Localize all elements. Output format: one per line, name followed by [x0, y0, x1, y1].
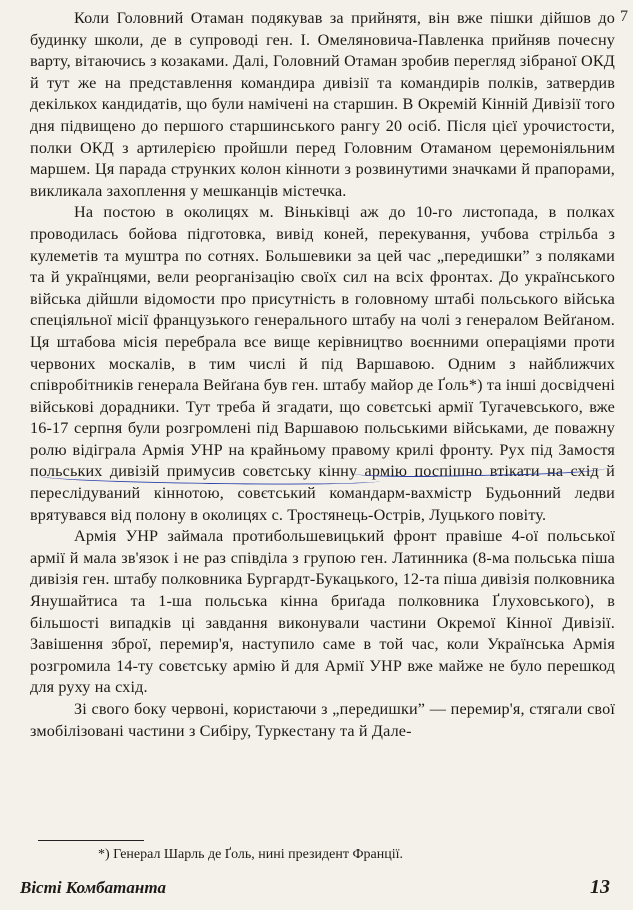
corner-mark: 7	[620, 8, 628, 25]
page-number: 13	[590, 876, 610, 898]
footnote-rule	[38, 840, 144, 841]
paragraph-1: Коли Головний Отаман подякував за прийнятя, він вже пішки дійшов до будинку школи, де в супроводі ген. І. Омеляновича-Павленка прийняв почесну варту, вітаючись з козаками. Далі, Головний Отаман зробив перегляд зібраної ОКД й тут же на представлення командира дивізії та командирів полків, затвердив декількох кандидатів, що були намічені на старшин. В Окремій Кінній Дивізії того дня підвищено до першого старшинського рангу 20 осіб. Після цієї урочистости, полки ОКД з артилерією пройшли перед Головним Отаманом церемоніяльним маршем. Ця парада струнких колон кінноти з розвинутими значками й прапорами, викликала захоплення у мешканців містечка.	[30, 9, 615, 200]
paragraph-4: Зі свого боку червоні, користаючи з „передишки” — перемир'я, стягали свої змобілізовані частини з Сибіру, Туркестану та й Дале-	[30, 700, 615, 740]
footer-title: Вісті Комбатанта	[20, 878, 167, 897]
document-page	[20, 8, 628, 908]
footnote: *) Генерал Шарль де Ґоль, нині президент Франції.	[98, 847, 404, 862]
paragraph-3: Армія УНР займала протибольшевицький фронт правіше 4-ої польської армії й мала зв'язок і не раз співділа з групою ген. Латинника (8-ма польська піша дивізія ген. штабу полковника Бургардт-Букацького, 12-та піша дивізія полковника Янушайтиса та 1-ша польська кінна бриґада полковника Ґлуховського), в більшості випадків ці завдання виконували частини Окремої Кінної Дивізії. Завішення зброї, перемир'я, наступило саме в той час, коли Українська Армія розгромила 14-ту совєтську армію й для Армії УНР вже майже не було перешкод для руху на схід.	[30, 527, 615, 697]
paragraph-2: На постою в околицях м. Віньківці аж до 10-го листопада, в полках проводилась бойова підготовка, вивід коней, перекування, учбова стрільба з кулеметів та муштра по сотнях. Большевики за цей час „передишки” з поляками та й українцями, вели реорганізацію своїх сил на всіх фронтах. До українського війська дійшли відомости про присутність в головному штабі польського війська спеціяльної місії французького генерального штабу на чолі з генералом Вейґаном. Ця штабова місія перебрала все вище керівництво воєнними операціями проти червоних москалів, в тим числі й під Варшавою. Одним з найближчих співробітників генерала Вейґана був ген. штабу майор де Ґоль*) та інші досвідчені військові дорадники. Тут треба й згадати, що совєтські армії Тугачевського, вже 16-17 серпня були розгромлені під Варшавою польськими військами, де поважну ролю відіграла Армія УНР на крайньому правому крилі фронту. Рух під Замостя польських дивізій примусив совєтську кінну армію поспішно втікати на схід й переслідуваний кіннотою, совєтський командарм-вахмістр Будьонний ледви врятувався від полону в околицях с. Тростянець-Острів, Луцького повіту.	[30, 203, 615, 524]
